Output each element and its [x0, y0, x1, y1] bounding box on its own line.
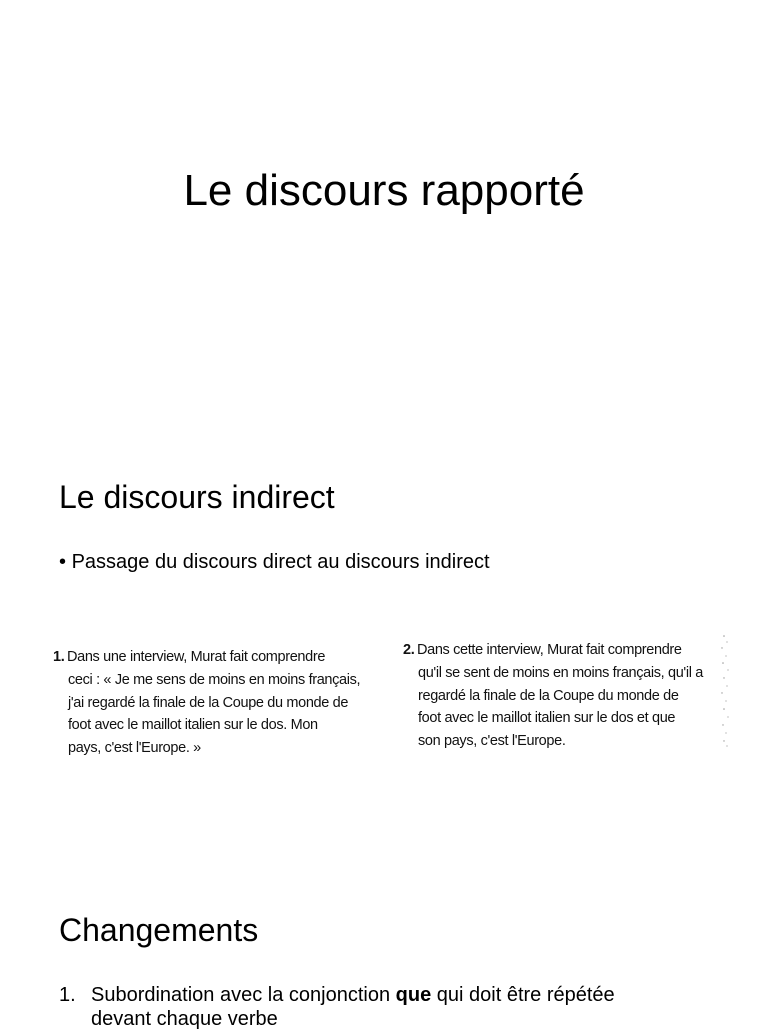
example-line	[53, 646, 373, 669]
scan-noise-decoration	[712, 632, 730, 750]
example-text: Dans une interview, Murat fait comprendre	[67, 649, 326, 665]
example-number: 2.	[403, 642, 415, 658]
example-line	[403, 639, 725, 662]
list-item-line	[59, 983, 719, 1007]
list-text-bold: que	[395, 984, 432, 1006]
example-line: regardé la finale de la Coupe du monde de	[418, 687, 679, 704]
example-indirect-speech	[403, 639, 725, 753]
list-number: 1.	[59, 984, 76, 1006]
list-text: Subordination avec la conjonction	[91, 984, 396, 1006]
example-line: foot avec le maillot italien sur le dos et que	[418, 710, 676, 727]
example-line: qu'il se sent de moins en moins français, qu'il a	[418, 664, 703, 681]
example-line: foot avec le maillot italien sur le dos. Mon	[68, 717, 318, 734]
bullet-item	[59, 549, 490, 575]
list-item-line: devant chaque verbe	[91, 1008, 278, 1030]
example-direct-speech	[53, 646, 373, 760]
example-line: ceci : « Je me sens de moins en moins français,	[68, 671, 361, 688]
section-heading-changements: Changements	[59, 912, 259, 948]
example-line: pays, c'est l'Europe. »	[68, 740, 201, 757]
slide-title: Le discours rapporté	[183, 166, 585, 215]
bullet-marker: •	[59, 551, 67, 573]
bullet-text: Passage du discours direct au discours indirect	[71, 551, 490, 573]
example-line: j'ai regardé la finale de la Coupe du monde de	[68, 694, 349, 711]
section-heading-discours-indirect: Le discours indirect	[59, 479, 335, 515]
example-line: son pays, c'est l'Europe.	[418, 733, 566, 750]
example-text: Dans cette interview, Murat fait comprendre	[417, 642, 682, 658]
list-text: qui doit être répétée	[431, 984, 615, 1006]
example-number: 1.	[53, 649, 65, 665]
